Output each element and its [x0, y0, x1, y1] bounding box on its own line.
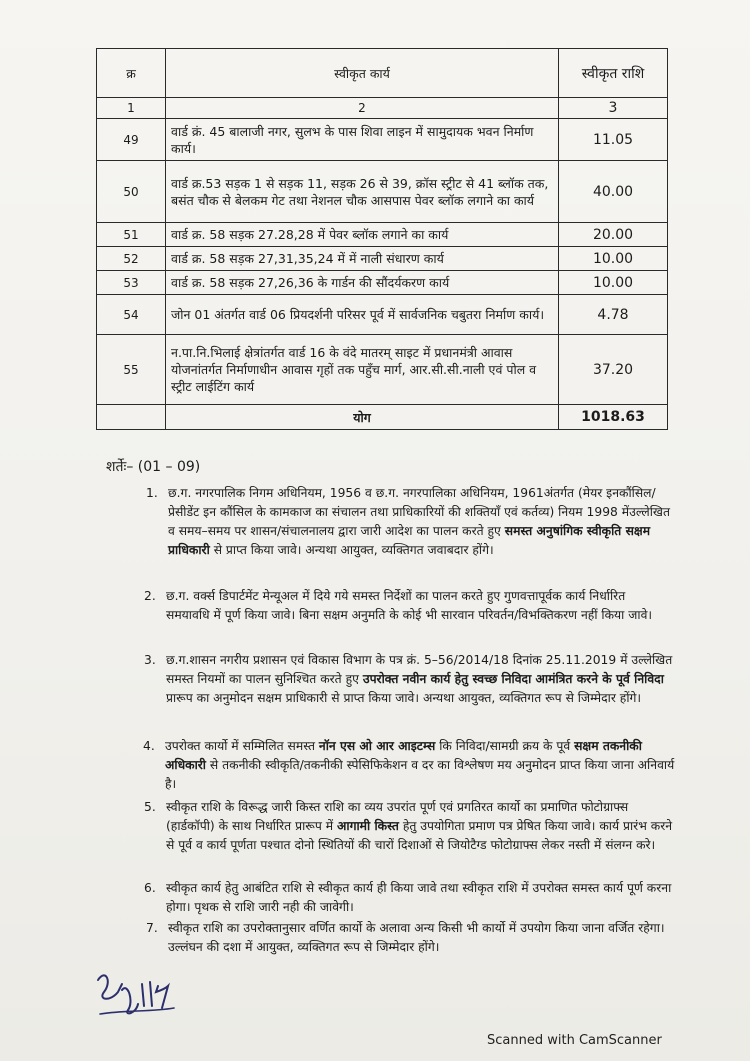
condition-item [144, 651, 674, 708]
row-sn: 51 [97, 223, 166, 247]
row-description: न.पा.नि.भिलाई क्षेत्रांतर्गत वार्ड 16 के वंदे मातरम् साइट में प्रधानमंत्री आवास योजनांतर्गत निर्माणाधीन आवास गृहों तक पहुँच मार्ग, आर.सी.सी.नाली एवं पोल व स्ट्रीट लाईटिंग कार्य [166, 335, 559, 405]
condition-bold-part: उपरोक्त नवीन कार्य हेतु स्वच्छ निविदा आमंत्रित करने के पूर्व निविदा [362, 672, 664, 686]
row-amount: 37.20 [559, 335, 668, 405]
signature-image [92, 962, 182, 1022]
column-number: 1 [97, 98, 166, 119]
header-sn: क्र [97, 49, 166, 98]
condition-text-part: छ.ग. नगरपालिक निगम अधिनियम, 1956 व छ.ग. नगरपालिका अधिनियम, 1961अंतर्गत (मेयर इनकौंसिल/प्रेसीडेंट इन कौंसिल के कामकाज का संचालन तथा प्राधिकारियों की शक्तियाँ एवं कर्तव्य) नियम 1998 मेंउल्लेखित व समय–समय पर शासन/संचालनालय द्वारा जारी आदेश का पालन करते हुए [168, 486, 670, 538]
row-description: वार्ड क्र. 58 सड़क 27,26,36 के गार्डन की सौंदर्यकरण कार्य [166, 271, 559, 295]
condition-text [165, 739, 674, 791]
condition-text: स्वीकृत कार्य हेतु आबंटित राशि से स्वीकृत कार्य ही किया जावे तथा स्वीकृत राशि में उपरोक्त समस्त कार्य पूर्ण करना होगा। पृथक से राशि जारी नही की जावेगी। [166, 881, 672, 914]
row-sn: 52 [97, 247, 166, 271]
condition-number: 7. [146, 921, 158, 935]
condition-number: 2. [144, 589, 156, 603]
condition-number: 6. [144, 881, 156, 895]
row-description: जोन 01 अंतर्गत वार्ड 06 प्रियदर्शनी परिसर पूर्व में सार्वजनिक चबुतरा निर्माण कार्य। [166, 295, 559, 335]
column-number: 2 [166, 98, 559, 119]
condition-text: छ.ग. वर्क्स डिपार्टमेंट मेन्यूअल में दिये गये समस्त निर्देशों का पालन करते हुए गुणवत्तापूर्वक कार्य निर्धारित समयावधि में पूर्ण किया जावे। बिना सक्षम अनुमति के कोई भी सारवान परिवर्तन/विभक्तिकरण नहीं किया जावे। [166, 589, 653, 622]
condition-text [166, 653, 672, 705]
row-description: वार्ड क्रं. 45 बालाजी नगर, सुलभ के पास शिवा लाइन में सामुदायक भवन निर्माण कार्य। [166, 119, 559, 161]
table-row [97, 223, 668, 247]
condition-text-part: से प्राप्त किया जावे। अन्यथा आयुक्त, व्यक्तिगत जवाबदार होंगे। [209, 543, 494, 557]
row-sn: 53 [97, 271, 166, 295]
condition-bold-part: नॉन एस ओ आर आइटम्स [318, 739, 436, 753]
column-number-row [97, 98, 668, 119]
row-description: वार्ड क्र. 58 सड़क 27,31,35,24 में में नाली संधारण कार्य [166, 247, 559, 271]
scanner-watermark: Scanned with CamScanner [487, 1033, 662, 1048]
condition-text-part: प्रारूप का अनुमोदन सक्षम प्राधिकारी से प्राप्त किया जावे। अन्यथा आयुक्त, व्यक्तिगत रूप से जिम्मेदार होंगे। [166, 691, 642, 705]
condition-text-part: उपरोक्त कार्यो में सम्मिलित समस्त [165, 739, 319, 753]
condition-text-part: स्वीकृत राशि के विरूद्ध जारी किस्त राशि का व्यय उपरांत पूर्ण एवं प्रगतिरत कार्यो का प्रमाणित फोटोग्राफ्स (हार्डकॉपी) के साथ निर्धारित प्रारूप में [166, 800, 629, 833]
row-amount: 20.00 [559, 223, 668, 247]
table-row [97, 271, 668, 295]
total-label: योग [166, 405, 559, 430]
table-row [97, 119, 668, 161]
condition-bold-part: आगामी किस्त [337, 819, 399, 833]
column-number: 3 [559, 98, 668, 119]
condition-number: 4. [143, 739, 155, 753]
row-amount: 4.78 [559, 295, 668, 335]
row-sn: 49 [97, 119, 166, 161]
condition-bold-part: समस्त अनुषांगिक स्वीकृति सक्षम प्राधिकारी [168, 524, 651, 557]
table-header-row [97, 49, 668, 98]
condition-text: स्वीकृत राशि का उपरोक्तानुसार वर्णित कार्यो के अलावा अन्य किसी भी कार्यो में उपयोग किया जाना वर्जित रहेगा। उल्लंघन की दशा में आयुक्त, व्यक्तिगत रूप से जिम्मेदार होंगे। [168, 921, 665, 954]
table-row [97, 161, 668, 223]
row-sn: 50 [97, 161, 166, 223]
table-row [97, 247, 668, 271]
row-sn: 54 [97, 295, 166, 335]
condition-item [143, 737, 677, 794]
condition-number: 5. [144, 800, 156, 814]
condition-text [166, 800, 672, 852]
row-sn: 55 [97, 335, 166, 405]
table-row [97, 335, 668, 405]
condition-item [146, 919, 680, 957]
row-amount: 40.00 [559, 161, 668, 223]
condition-item [144, 879, 678, 917]
condition-bold-part: सक्षम तकनीकी अधिकारी [165, 739, 642, 772]
row-amount: 10.00 [559, 271, 668, 295]
condition-text-part: कि निविदा/सामग्री क्रय के पूर्व [435, 739, 575, 753]
row-description: वार्ड क्र. 58 सड़क 27.28,28 में पेवर ब्लॉक लगाने का कार्य [166, 223, 559, 247]
table-row [97, 295, 668, 335]
conditions-heading: शर्तेः– (01 – 09) [106, 459, 201, 475]
total-row [97, 405, 668, 430]
condition-text-part: हेतु उपयोगिता प्रमाण पत्र प्रेषित किया जावे। कार्य प्रारंभ करने से पूर्व व कार्य पूर्णता पश्चात दोनो स्थितियों की चारों दिशाओं से जियोटैग्ड फोटोग्राफ्स लेकर नस्ती में संलग्न करे। [166, 819, 673, 852]
header-work: स्वीकृत कार्य [166, 49, 559, 98]
works-table [96, 48, 668, 430]
condition-item [146, 484, 672, 560]
condition-item [144, 587, 670, 625]
total-empty-cell [97, 405, 166, 430]
condition-text-part: से तकनीकी स्वीकृति/तकनीकी स्पेसिफिकेशन व दर का विश्लेषण मय अनुमोदन प्राप्त किया जाना अनिवार्य है। [165, 758, 675, 791]
row-description: वार्ड क्र.53 सड़क 1 से सड़क 11, सड़क 26 से 39, क्रॉस स्ट्रीट से 41 ब्लॉक तक, बसंत चौक से बेलकम गेट तथा नेशनल चौक आसपास पेवर ब्लॉक लगाने का कार्य [166, 161, 559, 223]
condition-text [168, 486, 670, 557]
condition-number: 1. [146, 486, 158, 500]
total-amount: 1018.63 [559, 405, 668, 430]
condition-text-part: छ.ग.शासन नगरीय प्रशासन एवं विकास विभाग के पत्र क्रं. 5–56/2014/18 दिनांक 25.11.2019 में उल्लेखित समस्त नियमों का पालन सुनिश्चित करते हुए [166, 653, 673, 686]
condition-item [144, 798, 678, 855]
row-amount: 11.05 [559, 119, 668, 161]
header-amount: स्वीकृत राशि [559, 49, 668, 98]
condition-number: 3. [144, 653, 156, 667]
row-amount: 10.00 [559, 247, 668, 271]
